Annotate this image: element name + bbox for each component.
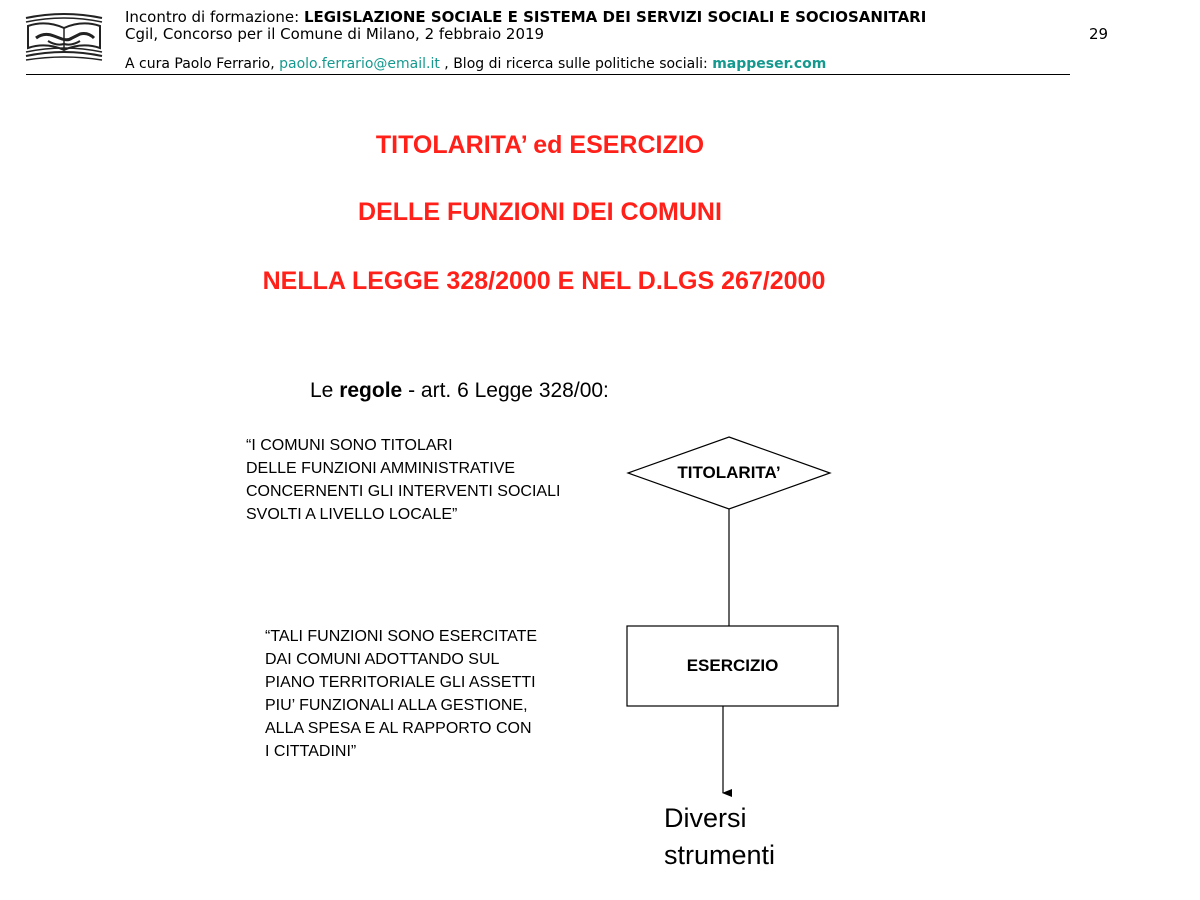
header-event-prefix: Incontro di formazione: (125, 8, 304, 26)
header-blog-prefix: , Blog di ricerca sulle politiche sociali: (439, 56, 713, 72)
page-number: 29 (1089, 25, 1109, 43)
quote-line: DAI COMUNI ADOTTANDO SUL (265, 651, 500, 668)
author-email-link[interactable]: paolo.ferrario@email.it (279, 56, 440, 72)
quote-line: PIANO TERRITORIALE GLI ASSETTI (265, 674, 536, 691)
quote-line: SVOLTI A LIVELLO LOCALE” (246, 506, 458, 523)
header-venue-line: Cgil, Concorso per il Comune di Milano, 2 febbraio 2019 (125, 25, 545, 43)
header-author-prefix: A cura Paolo Ferrario, (125, 56, 280, 72)
slide-title-line-1: TITOLARITA’ ed ESERCIZIO (375, 131, 705, 159)
slide-title-line-3: NELLA LEGGE 328/2000 E NEL D.LGS 267/2000 (262, 267, 826, 295)
diamond-label: TITOLARITA’ (677, 463, 781, 482)
quote-line: ALLA SPESA E AL RAPPORTO CON (265, 720, 532, 737)
rules-bold: regole (339, 379, 403, 402)
result-text (664, 800, 775, 874)
result-line-1: Diversi (664, 803, 747, 833)
rules-prefix: Le (310, 379, 340, 402)
blog-link[interactable]: mappeser.com (712, 56, 827, 72)
quote-line: CONCERNENTI GLI INTERVENTI SOCIALI (246, 483, 561, 500)
quote-line: PIU’ FUNZIONALI ALLA GESTIONE, (265, 697, 528, 714)
quote-line: “I COMUNI SONO TITOLARI (246, 437, 453, 454)
quote-line: DELLE FUNZIONI AMMINISTRATIVE (246, 460, 516, 477)
quote-line: I CITTADINI” (265, 743, 357, 760)
result-line-2: strumenti (664, 840, 776, 870)
rules-suffix: - art. 6 Legge 328/00: (402, 379, 609, 402)
header-event-title: LEGISLAZIONE SOCIALE E SISTEMA DEI SERVIZI SOCIALI E SOCIOSANITARI (303, 8, 927, 26)
box-label: ESERCIZIO (686, 656, 779, 675)
slide-title-line-2: DELLE FUNZIONI DEI COMUNI (358, 198, 722, 226)
quote-line: “TALI FUNZIONI SONO ESERCITATE (265, 628, 538, 645)
